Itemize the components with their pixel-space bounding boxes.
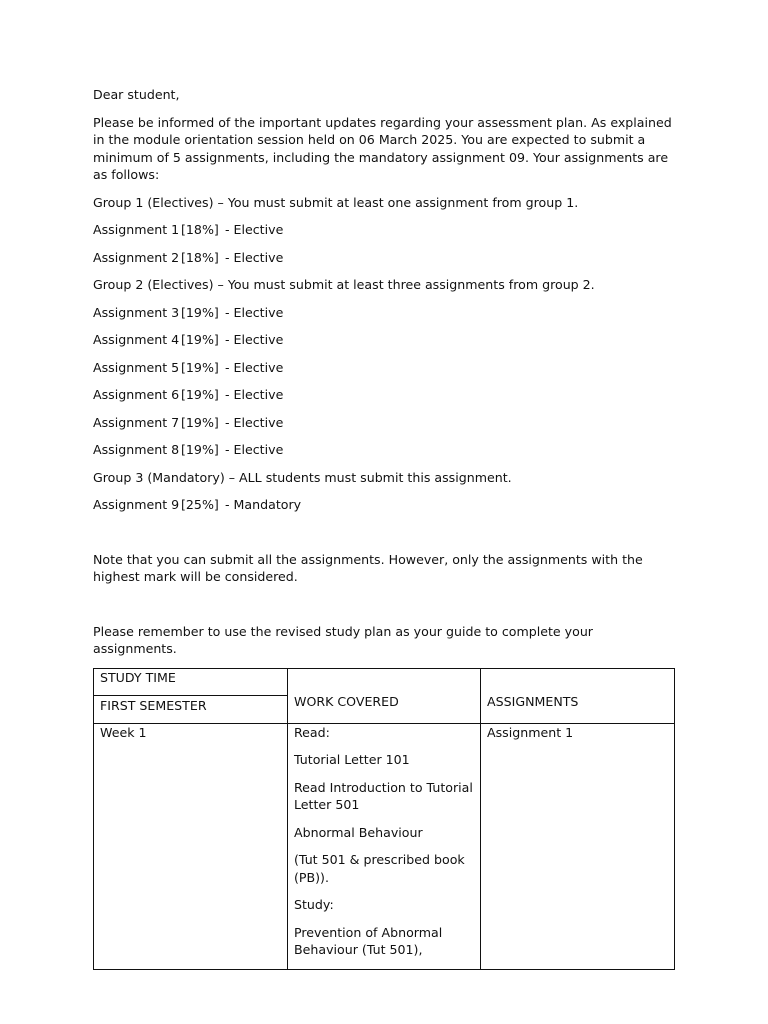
group1-heading: Group 1 (Electives) – You must submit at least one assignment from group 1. <box>93 194 579 210</box>
cell-work-covered <box>288 723 481 969</box>
assignment-item: Assignment 5 [19%] - Elective <box>93 359 284 375</box>
header-study-time: STUDY TIME <box>94 668 288 695</box>
group3-heading: Group 3 (Mandatory) – ALL students must submit this assignment. <box>93 469 512 485</box>
note-paragraph: Note that you can submit all the assignments. However, only the assignments with the highest mark will be considered. <box>93 551 643 584</box>
group2-heading: Group 2 (Electives) – You must submit at least three assignments from group 2. <box>93 277 595 292</box>
cell-study-time: Week 1 <box>94 723 288 969</box>
header-first-semester: FIRST SEMESTER <box>94 695 288 723</box>
table-row <box>94 723 675 969</box>
header-assignments: ASSIGNMENTS <box>481 668 675 723</box>
assignment-item: Assignment 8 [19%] - Elective <box>93 442 284 457</box>
assignment-item: Assignment 9 [25%] - Mandatory <box>93 497 302 512</box>
work-line: Prevention of Abnormal Behaviour (Tut 501), <box>294 924 443 957</box>
greeting: Dear student, <box>93 87 180 102</box>
spacer <box>93 524 675 551</box>
work-line: Tutorial Letter 101 <box>294 752 410 767</box>
study-plan-table <box>93 668 675 970</box>
assignment-item: Assignment 4 [19%] - Elective <box>93 332 284 347</box>
spacer <box>93 596 675 623</box>
assignment-item: Assignment 7 [19%] - Elective <box>93 414 284 430</box>
work-line: Read Introduction to Tutorial Letter 501 <box>294 779 473 812</box>
intro-paragraph: Please be informed of the important updates regarding your assessment plan. As explained in the module orientation session held on 06 March 2025. You are expected to submit a minimum of 5 assignments, including the mandatory assignment 09. Your assignments are as follows: <box>93 114 672 182</box>
assignment-item: Assignment 1 [18%] - Elective <box>93 222 284 237</box>
assignment-item: Assignment 3 [19%] - Elective <box>93 304 284 320</box>
header-work-covered: WORK COVERED <box>288 668 481 723</box>
work-line: Read: <box>294 724 330 740</box>
work-line: Study: <box>294 897 334 912</box>
table-header-row <box>94 668 675 695</box>
assignment-item: Assignment 6 [19%] - Elective <box>93 387 284 402</box>
reminder-paragraph: Please remember to use the revised study plan as your guide to complete your assignments. <box>93 623 593 656</box>
cell-assignment: Assignment 1 <box>481 723 675 969</box>
work-line: Abnormal Behaviour <box>294 824 423 840</box>
letter-page <box>93 86 675 970</box>
assignment-item: Assignment 2 [18%] - Elective <box>93 249 284 265</box>
work-line: (Tut 501 & prescribed book (PB)). <box>294 852 465 885</box>
